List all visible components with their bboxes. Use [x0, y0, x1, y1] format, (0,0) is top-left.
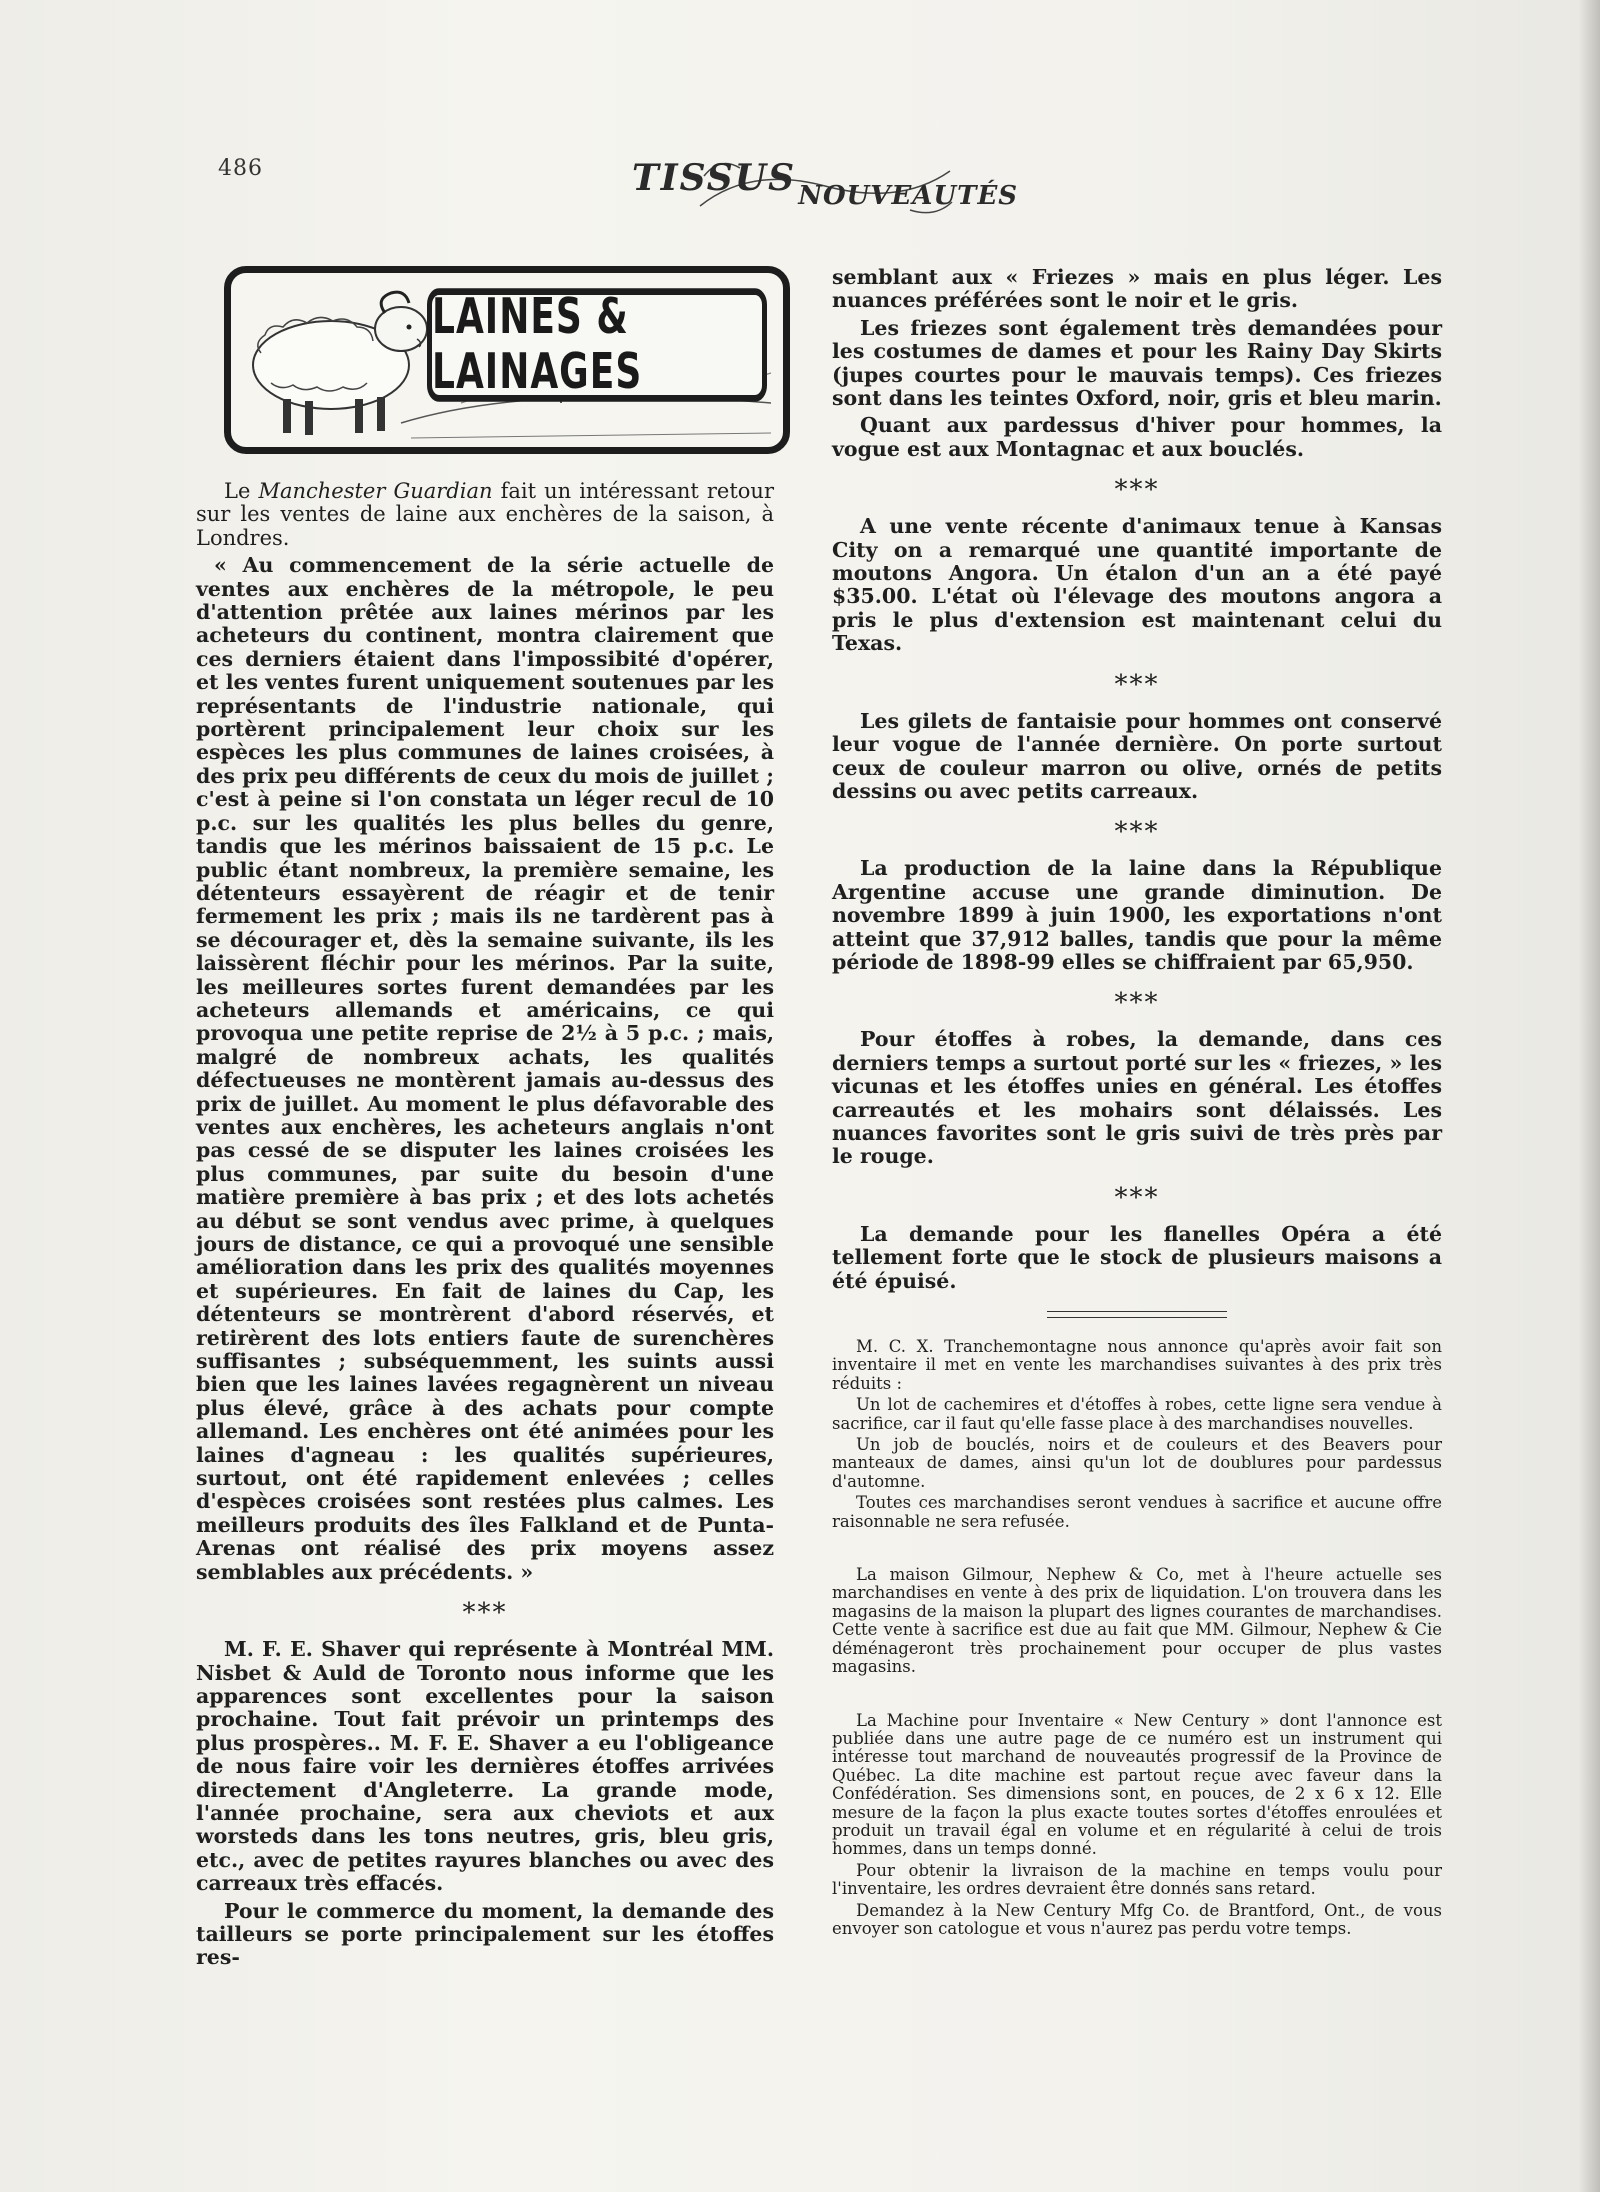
- tailleurs-paragraph: Pour le commerce du moment, la demande des tailleurs se porte principalement sur les étoffes res-: [196, 1898, 774, 1970]
- page-number: 486: [218, 156, 263, 181]
- asterism-separator: ***: [462, 1598, 508, 1629]
- masthead-line2: NOUVEAUTÉS: [798, 181, 1019, 211]
- asterism-separator: ***: [1114, 475, 1160, 506]
- kansas-paragraph: A une vente récente d'animaux tenue à Kansas City on a remarqué une quantité importante de moutons Angora. Un étalon d'un an a été payé $35.00. L'état où l'élevage des moutons angora a pris le plus d'extension est maintenant celui du Texas.: [832, 514, 1442, 656]
- notice-paragraph: Pour obtenir la livraison de la machine en temps voulu pour l'inventaire, les ordres devraient être donnés sans retard.: [832, 1860, 1442, 1899]
- notice-paragraph: Un job de bouclés, noirs et de couleurs et des Beavers pour manteaux de dames, ainsi qu'un lot de doublures pour pardessus d'automne.: [832, 1435, 1442, 1491]
- notice-paragraph: Toutes ces marchandises seront vendues à sacrifice et aucune offre raisonnable ne sera refusée.: [832, 1493, 1442, 1531]
- shaver-paragraph: M. F. E. Shaver qui représente à Montréal MM. Nisbet & Auld de Toronto nous informe que les apparences sont excellentes pour la saison prochaine. Tout fait prévoir un printemps des plus prospères.. M. F. E. Shaver a eu l'obligeance de nous faire voir les dernières étoffes arrivées directement d'Angleterre. La grande mode, l'année prochaine, sera aux cheviots et aux worsteds dans les tons neutres, gris, bleu gris, etc., avec de petites rayures blanches ou avec des carreaux très effacés.: [196, 1637, 774, 1896]
- intro-paragraph: [196, 480, 774, 550]
- new-century-notice: [832, 1712, 1442, 1939]
- gilets-paragraph: Les gilets de fantaisie pour hommes ont conservé leur vogue de l'année dernière. On porte surtout ceux de couleur marron ou olive, ornés de petits dessins ou avec petits carreaux.: [832, 708, 1442, 803]
- notice-paragraph: M. C. X. Tranchemontagne nous annonce qu'après avoir fait son inventaire il met en vente les marchandises suivantes à des prix très réduits :: [832, 1337, 1442, 1393]
- pardessus-paragraph: Quant aux pardessus d'hiver pour hommes, la vogue est aux Montagnac et aux bouclés.: [832, 413, 1442, 461]
- friezes-continuation: semblant aux « Friezes » mais en plus léger. Les nuances préférées sont le noir et le gris.: [832, 265, 1442, 313]
- left-column: [196, 480, 774, 1974]
- asterism-separator: ***: [1114, 988, 1160, 1019]
- argentine-paragraph: La production de la laine dans la République Argentine accuse une grande diminution. De novembre 1899 à juin 1900, les exportations n'ont atteint que 37,912 balles, tandis que pour la même période de 1898-99 elles se chiffraient par 65,950.: [832, 856, 1442, 974]
- robes-paragraph: Pour étoffes à robes, la demande, dans ces derniers temps a surtout porté sur les « friezes, » les vicunas et les étoffes unies en général. Les étoffes carreautés et les mohairs sont délaissés. Les nuances favorites sont le gris suivi de très près par le rouge.: [832, 1027, 1442, 1169]
- tranchemontagne-notice: [832, 1338, 1442, 1531]
- masthead-line1: TISSUS: [631, 157, 797, 199]
- intro-prefix: Le: [224, 479, 259, 503]
- notice-paragraph: Un lot de cachemires et d'étoffes à robes, cette ligne sera vendue à sacrifice, car il faut qu'elle fasse place à des marchandises nouvelles.: [832, 1395, 1442, 1433]
- notice-paragraph: La maison Gilmour, Nephew & Co, met à l'heure actuelle ses marchandises en vente à des prix de liquidation. L'on trouvera dans les magasins de la maison la plupart des lignes courantes de marchandises. Cette vente à sacrifice est due au fait que MM. Gilmour, Nephew & Cie déménageront très prochainement pour occuper de plus vastes magasins.: [832, 1565, 1442, 1677]
- quote-paragraph: « Au commencement de la série actuelle de ventes aux enchères de la métropole, le peu d'attention prêtée aux laines mérinos par les acheteurs du continent, montra clairement que ces derniers étaient dans l'impossibité d'opérer, et les ventes furent uniquement soutenues par les représentants de l'industrie nationale, qui portèrent principalement leur choix sur les espèces les plus communes de laines croisées, à des prix peu différents de ceux du mois de juillet ; c'est à peine si l'on constata un léger recul de 10 p.c. sur les qualités les plus belles du genre, tandis que les mérinos baissaient de 15 p.c. Le public étant nombreux, la première semaine, les détenteurs essayèrent de réagir et de tenir fermement les prix ; mais ils ne tardèrent pas à se décourager et, dès la semaine suivante, ils les laissèrent fléchir pour les mérinos. Par la suite, les meilleures sortes furent demandées par les acheteurs allemands et américains, ce qui provoqua une petite reprise de 2½ à 5 p.c. ; mais, malgré de nombreux achats, les qualités défectueuses ne montèrent jamais au-dessus des prix de juillet. Au moment le plus défavorable des ventes aux enchères, les acheteurs anglais n'ont pas cessé de se disputer les laines croisées les plus communes, par suite du besoin d'une matière première à bas prix ; et des lots achetés au début se sont vendus avec prime, à quelques jours de distance, ce qui a provoqué une sensible amélioration dans les prix des qualités moyennes et supérieures. En fait de laines du Cap, les détenteurs se montrèrent d'abord réservés, et retirèrent des lots entiers faute de surenchères suffisantes ; subséquemment, les suints aussi bien que les laines lavées regagnèrent un niveau plus élevé, grâce à des achats pour compte allemand. Les enchères ont été animées pour les laines d'agneau : les qualités supérieures, surtout, ont été rapidement enlevées ; celles d'espèces croisées sont restées plus calmes. Les meilleurs produits des îles Falkland et de Punta-Arenas ont réalisé des prix moyens assez semblables aux précédents. »: [196, 553, 774, 1584]
- spacer: [832, 1534, 1442, 1558]
- page-edge-shadow: [1578, 0, 1600, 2192]
- spacer: [832, 1680, 1442, 1704]
- right-column: [832, 266, 1442, 1941]
- section-banner: [224, 266, 790, 454]
- intro-rest: fait un intéressant retour sur les ventes de laine aux enchères de la saison, à Londres.: [196, 479, 774, 550]
- notice-paragraph: La Machine pour Inventaire « New Century » dont l'annonce est publiée dans une autre page de ce numéro est un instrument qui intéresse tout marchand de nouveautés progressif de la Province de Québec. La dite machine est partout reçue avec faveur dans la Confédération. Ses dimensions sont, en pouces, de 2 x 6 x 12. Elle mesure de la façon la plus exacte toutes sortes d'étoffes enroulées et produit un travail égal en volume et en régularité à celui de trois hommes, dans un temps donné.: [832, 1710, 1442, 1859]
- flanelles-paragraph: La demande pour les flanelles Opéra a été tellement forte que le stock de plusieurs maisons a été épuisé.: [832, 1221, 1442, 1293]
- friezes-paragraph: Les friezes sont également très demandées pour les costumes de dames et pour les Rainy Day Skirts (jupes courtes pour le mauvais temps). Ces friezes sont dans les teintes Oxford, noir, gris et bleu marin.: [832, 315, 1442, 411]
- section-title: LAINES & LAINAGES: [427, 288, 767, 401]
- asterism-separator: ***: [1114, 817, 1160, 848]
- notice-paragraph: Demandez à la New Century Mfg Co. de Brantford, Ont., de vous envoyer son catologue et vous n'aurez pas perdu votre temps.: [832, 1900, 1442, 1938]
- gilmour-notice: [832, 1566, 1442, 1676]
- newspaper-name: Manchester Guardian: [258, 479, 493, 503]
- double-rule-divider: [1047, 1311, 1227, 1318]
- masthead-logo: [631, 146, 1019, 226]
- asterism-separator: ***: [1114, 1182, 1160, 1213]
- asterism-separator: ***: [1114, 669, 1160, 700]
